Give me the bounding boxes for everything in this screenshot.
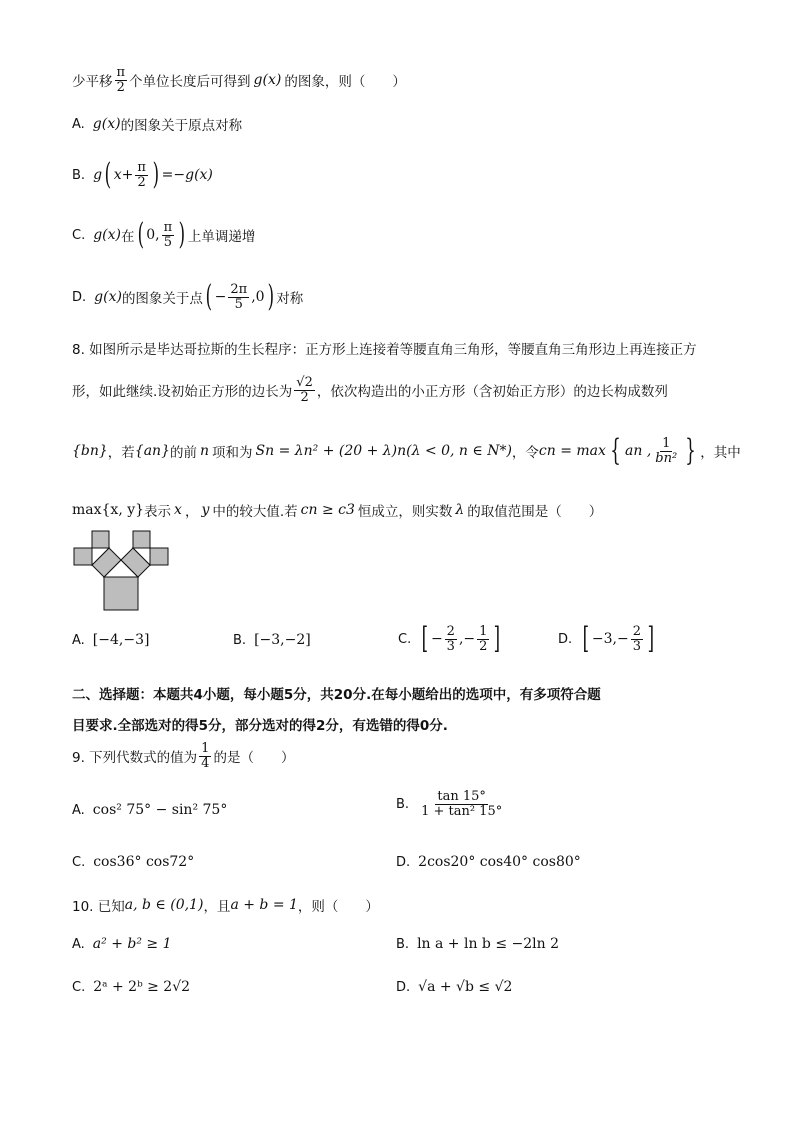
square-top-left [92, 531, 109, 548]
q8-option-c[interactable]: C. [ − $\frac{2}{3}$ ,− $\frac{1}{2}$ ] [398, 621, 501, 656]
fraction: $\frac{\pi}{2}$ [116, 65, 126, 95]
q9-option-b[interactable]: B. $\frac{\tan 15^\circ}{\text{1 + tan² 15°}}$ [396, 789, 503, 819]
fraction: $\frac{\pi}{2}$ [137, 159, 146, 190]
section2-heading-line2: 目要求.全部选对的得5分，部分选对的得2分，有选错的得0分. [72, 718, 448, 734]
q8-stem-line2: 形，如此继续.设初始正方形的边长为 $\frac{√2}{2}$ ，依次构造出的小正方形（含初始正方形）的边长构成数列 [72, 375, 668, 405]
fraction: $\frac{2}{3}$ [632, 623, 641, 654]
q8-stem-line1: 8. 如图所示是毕达哥拉斯的生长程序：正方形上连接着等腰直角三角形，等腰直角三角形边上再连接正方 [72, 342, 697, 358]
fraction: $\frac{2}{3}$ [446, 623, 455, 654]
q8-option-a[interactable]: A. [−4,−3] [72, 632, 150, 648]
fraction: $\frac{\pi}{5}$ [163, 219, 173, 250]
q10-option-c[interactable]: C. 2ᵃ + 2ᵇ ≥ 2√2 [72, 979, 191, 995]
q8-option-d[interactable]: D. [ −3,− $\frac{2}{3}$ ] [558, 621, 655, 656]
q10-stem: 10. 已知 a, b ∈ (0,1) ，且 a + b = 1 ，则（ ） [72, 897, 379, 915]
q7-option-a[interactable]: A. g(x) 的图象关于原点对称 [72, 116, 243, 134]
q7-option-c[interactable]: C. g(x) 在 ( 0, $\frac{\pi}{5}$ ) 上单调递增 [72, 217, 256, 252]
section2-heading-line1: 二、选择题：本题共4小题，每小题5分，共20分.在每小题给出的选项中，有多项符合题 [72, 687, 601, 703]
q9-option-d[interactable]: D. 2cos20° cos40° cos80° [396, 854, 581, 870]
square-far-left [74, 548, 92, 565]
fraction: $\frac{1}{4}$ [201, 741, 210, 771]
pythagoras-tree-figure [72, 529, 172, 611]
square-far-right [150, 548, 168, 565]
q10-option-a[interactable]: A. a² + b² ≥ 1 [72, 936, 172, 952]
initial-square [104, 577, 138, 610]
q8-stem-line4: max{x, y} 表示 x ， y 中的较大值.若 cn ≥ c3 恒成立，则实数 λ 的取值范围是（ ） [72, 502, 603, 520]
q7-option-b[interactable]: B. g ( x+ $\frac{\pi}{2}$ ) =−g(x) [72, 157, 213, 192]
fraction: $\frac{1}{\text{bn²}}$ [655, 435, 678, 466]
q9-stem: 9. 下列代数式的值为 $\frac{1}{4}$ 的是（ ） [72, 741, 295, 771]
q7-option-d[interactable]: D. g(x) 的图象关于点 ( − $\frac{2\pi}{5}$ ,0 ) 对称 [72, 279, 304, 314]
q8-stem-line3: {bn} ，若 {an} 的前 n 项和为 Sn = λn² + (20 + λ)n (λ < 0, n ∈ N*) ，令 cn = max { an , $\frac{1}{\text{bn²}}$ } ，其中 [72, 433, 741, 468]
fraction: $\frac{2\pi}{5}$ [230, 281, 248, 312]
q9-option-a[interactable]: A. cos² 75° − sin² 75° [72, 802, 228, 818]
q10-option-d[interactable]: D. √a + √b ≤ √2 [396, 979, 513, 995]
fraction: $\frac{√2}{2}$ [296, 375, 313, 405]
fraction: $\frac{\tan 15^\circ}{\text{1 + tan² 15°}}$ [421, 789, 503, 819]
q9-option-c[interactable]: C. cos36° cos72° [72, 854, 195, 870]
fraction: $\frac{1}{2}$ [479, 623, 488, 654]
q8-option-b[interactable]: B. [−3,−2] [233, 632, 311, 648]
q10-option-b[interactable]: B. ln a + ln b ≤ −2ln 2 [396, 936, 560, 952]
q7-stem-tail: 少平移 $\frac{\pi}{2}$ 个单位长度后可得到 g(x) 的图象，则（ ） [72, 65, 406, 95]
square-top-right [133, 531, 150, 548]
